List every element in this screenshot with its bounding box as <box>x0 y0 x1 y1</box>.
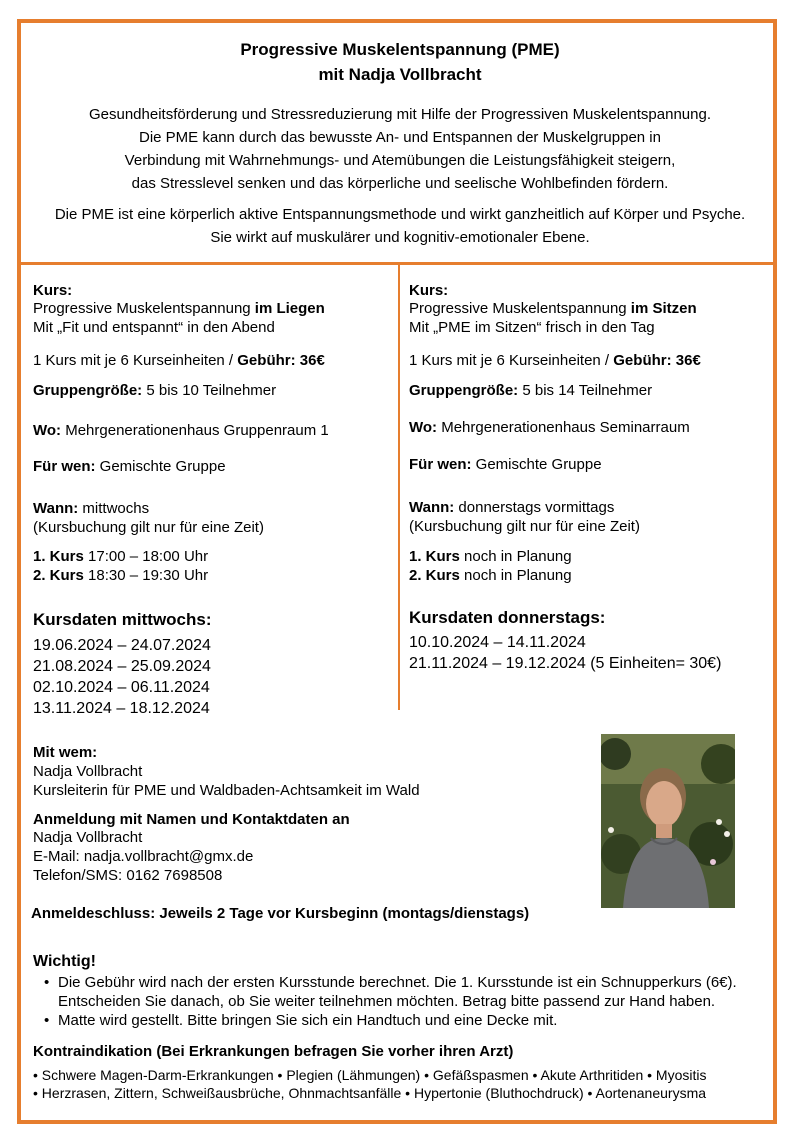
registration-deadline: Anmeldeschluss: Jeweils 2 Tage vor Kursbeginn (montags/dienstags) <box>31 905 530 922</box>
right-kurs-2-time: 2. Kurs noch in Planung <box>409 567 572 584</box>
instructor-name: Nadja Vollbracht <box>33 763 143 780</box>
right-audience: Für wen: Gemischte Gruppe <box>409 456 602 473</box>
right-when: Wann: donnerstags vormittags <box>409 499 615 516</box>
left-location: Wo: Mehrgenerationenhaus Gruppenraum 1 <box>33 422 329 439</box>
left-course-name: Progressive Muskelentspannung im Liegen <box>33 300 325 317</box>
right-units-fee: 1 Kurs mit je 6 Kurseinheiten / Gebühr: 36€ <box>409 352 701 369</box>
left-course-subtitle: Mit „Fit und entspannt“ in den Abend <box>33 319 275 336</box>
left-kurs-2-time: 2. Kurs 18:30 – 19:30 Uhr <box>33 567 209 584</box>
important-heading: Wichtig! <box>33 953 96 970</box>
contraindication-line-2: • Herzrasen, Zittern, Schweißausbrüche, Ohnmachtsanfälle • Hypertonie (Bluthochdruck) • Aortenaneurysma <box>33 1085 707 1101</box>
left-date-range: 21.08.2024 – 25.09.2024 <box>33 658 211 675</box>
left-date-range: 13.11.2024 – 18.12.2024 <box>33 700 210 717</box>
left-date-range: 19.06.2024 – 24.07.2024 <box>33 637 211 654</box>
left-kurs-label: Kurs: <box>33 282 73 299</box>
registration-name: Nadja Vollbracht <box>33 829 143 846</box>
right-kurs-1-time: 1. Kurs noch in Planung <box>409 548 572 565</box>
fee-note-line-2: Entscheiden Sie danach, ob Sie weiter teilnehmen möchten. Betrag bitte passend zur Hand haben. <box>58 993 716 1010</box>
right-dates-heading: Kursdaten donnerstags: <box>409 608 606 627</box>
title-line-1: Progressive Muskelentspannung (PME) <box>240 40 560 59</box>
right-date-range: 10.10.2024 – 14.11.2024 <box>409 634 586 651</box>
fee-note-line-1: Die Gebühr wird nach der ersten Kursstunde berechnet. Die 1. Kursstunde ist ein Schnupperkurs (6€). <box>58 974 737 991</box>
right-course-subtitle: Mit „PME im Sitzen“ frisch in den Tag <box>409 319 655 336</box>
intro-paragraph-2 <box>0 203 800 249</box>
right-kurs-label: Kurs: <box>409 282 449 299</box>
registration-label: Anmeldung mit Namen und Kontaktdaten an <box>33 811 350 828</box>
intro-paragraph-1 <box>0 103 800 195</box>
right-location: Wo: Mehrgenerationenhaus Seminarraum <box>409 419 690 436</box>
right-booking-note: (Kursbuchung gilt nur für eine Zeit) <box>409 518 640 535</box>
instructor-role: Kursleiterin für PME und Waldbaden-Achtsamkeit im Wald <box>33 782 420 799</box>
left-when: Wann: mittwochs <box>33 500 150 517</box>
bullet-icon: • <box>44 1012 50 1029</box>
mat-note: Matte wird gestellt. Bitte bringen Sie sich ein Handtuch und eine Decke mit. <box>58 1012 558 1029</box>
left-group-size: Gruppengröße: 5 bis 10 Teilnehmer <box>33 382 277 399</box>
right-group-size: Gruppengröße: 5 bis 14 Teilnehmer <box>409 382 653 399</box>
title-line-2: mit Nadja Vollbracht <box>318 65 482 84</box>
intro-line: Sie wirkt auf muskulärer und kognitiv-emotionaler Ebene. <box>210 229 590 246</box>
contact-phone: Telefon/SMS: 0162 7698508 <box>33 867 223 884</box>
contact-email: E-Mail: nadja.vollbracht@gmx.de <box>33 848 254 865</box>
left-date-range: 02.10.2024 – 06.11.2024 <box>33 679 210 696</box>
intro-line: Die PME ist eine körperlich aktive Entspannungsmethode und wirkt ganzheitlich auf Körper und Psyche. <box>54 206 746 223</box>
contraindication-line-1: • Schwere Magen-Darm-Erkrankungen • Plegien (Lähmungen) • Gefäßspasmen • Akute Arthritiden • Myositis <box>33 1067 707 1083</box>
left-dates-heading: Kursdaten mittwochs: <box>33 610 212 629</box>
bullet-icon: • <box>44 974 50 991</box>
with-whom-label: Mit wem: <box>33 744 98 761</box>
instructor-photo <box>601 734 735 908</box>
intro-line: Verbindung mit Wahrnehmungs- und Atemübungen die Leistungsfähigkeit steigern, <box>124 152 676 169</box>
right-course-name: Progressive Muskelentspannung im Sitzen <box>409 300 697 317</box>
left-units-fee: 1 Kurs mit je 6 Kurseinheiten / Gebühr: 36€ <box>33 352 325 369</box>
left-audience: Für wen: Gemischte Gruppe <box>33 458 226 475</box>
left-booking-note: (Kursbuchung gilt nur für eine Zeit) <box>33 519 264 536</box>
right-date-range: 21.11.2024 – 19.12.2024 (5 Einheiten= 30€) <box>409 655 722 672</box>
header-divider <box>17 262 777 265</box>
left-kurs-1-time: 1. Kurs 17:00 – 18:00 Uhr <box>33 548 209 565</box>
intro-line: das Stresslevel senken und das körperliche und seelische Wohlbefinden fördern. <box>131 175 669 192</box>
contraindication-heading: Kontraindikation (Bei Erkrankungen befragen Sie vorher ihren Arzt) <box>33 1043 514 1060</box>
intro-line: Gesundheitsförderung und Stressreduzierung mit Hilfe der Progressiven Muskelentspannung. <box>88 106 711 123</box>
intro-line: Die PME kann durch das bewusste An- und Entspannen der Muskelgruppen in <box>139 129 661 146</box>
column-divider <box>398 265 400 710</box>
